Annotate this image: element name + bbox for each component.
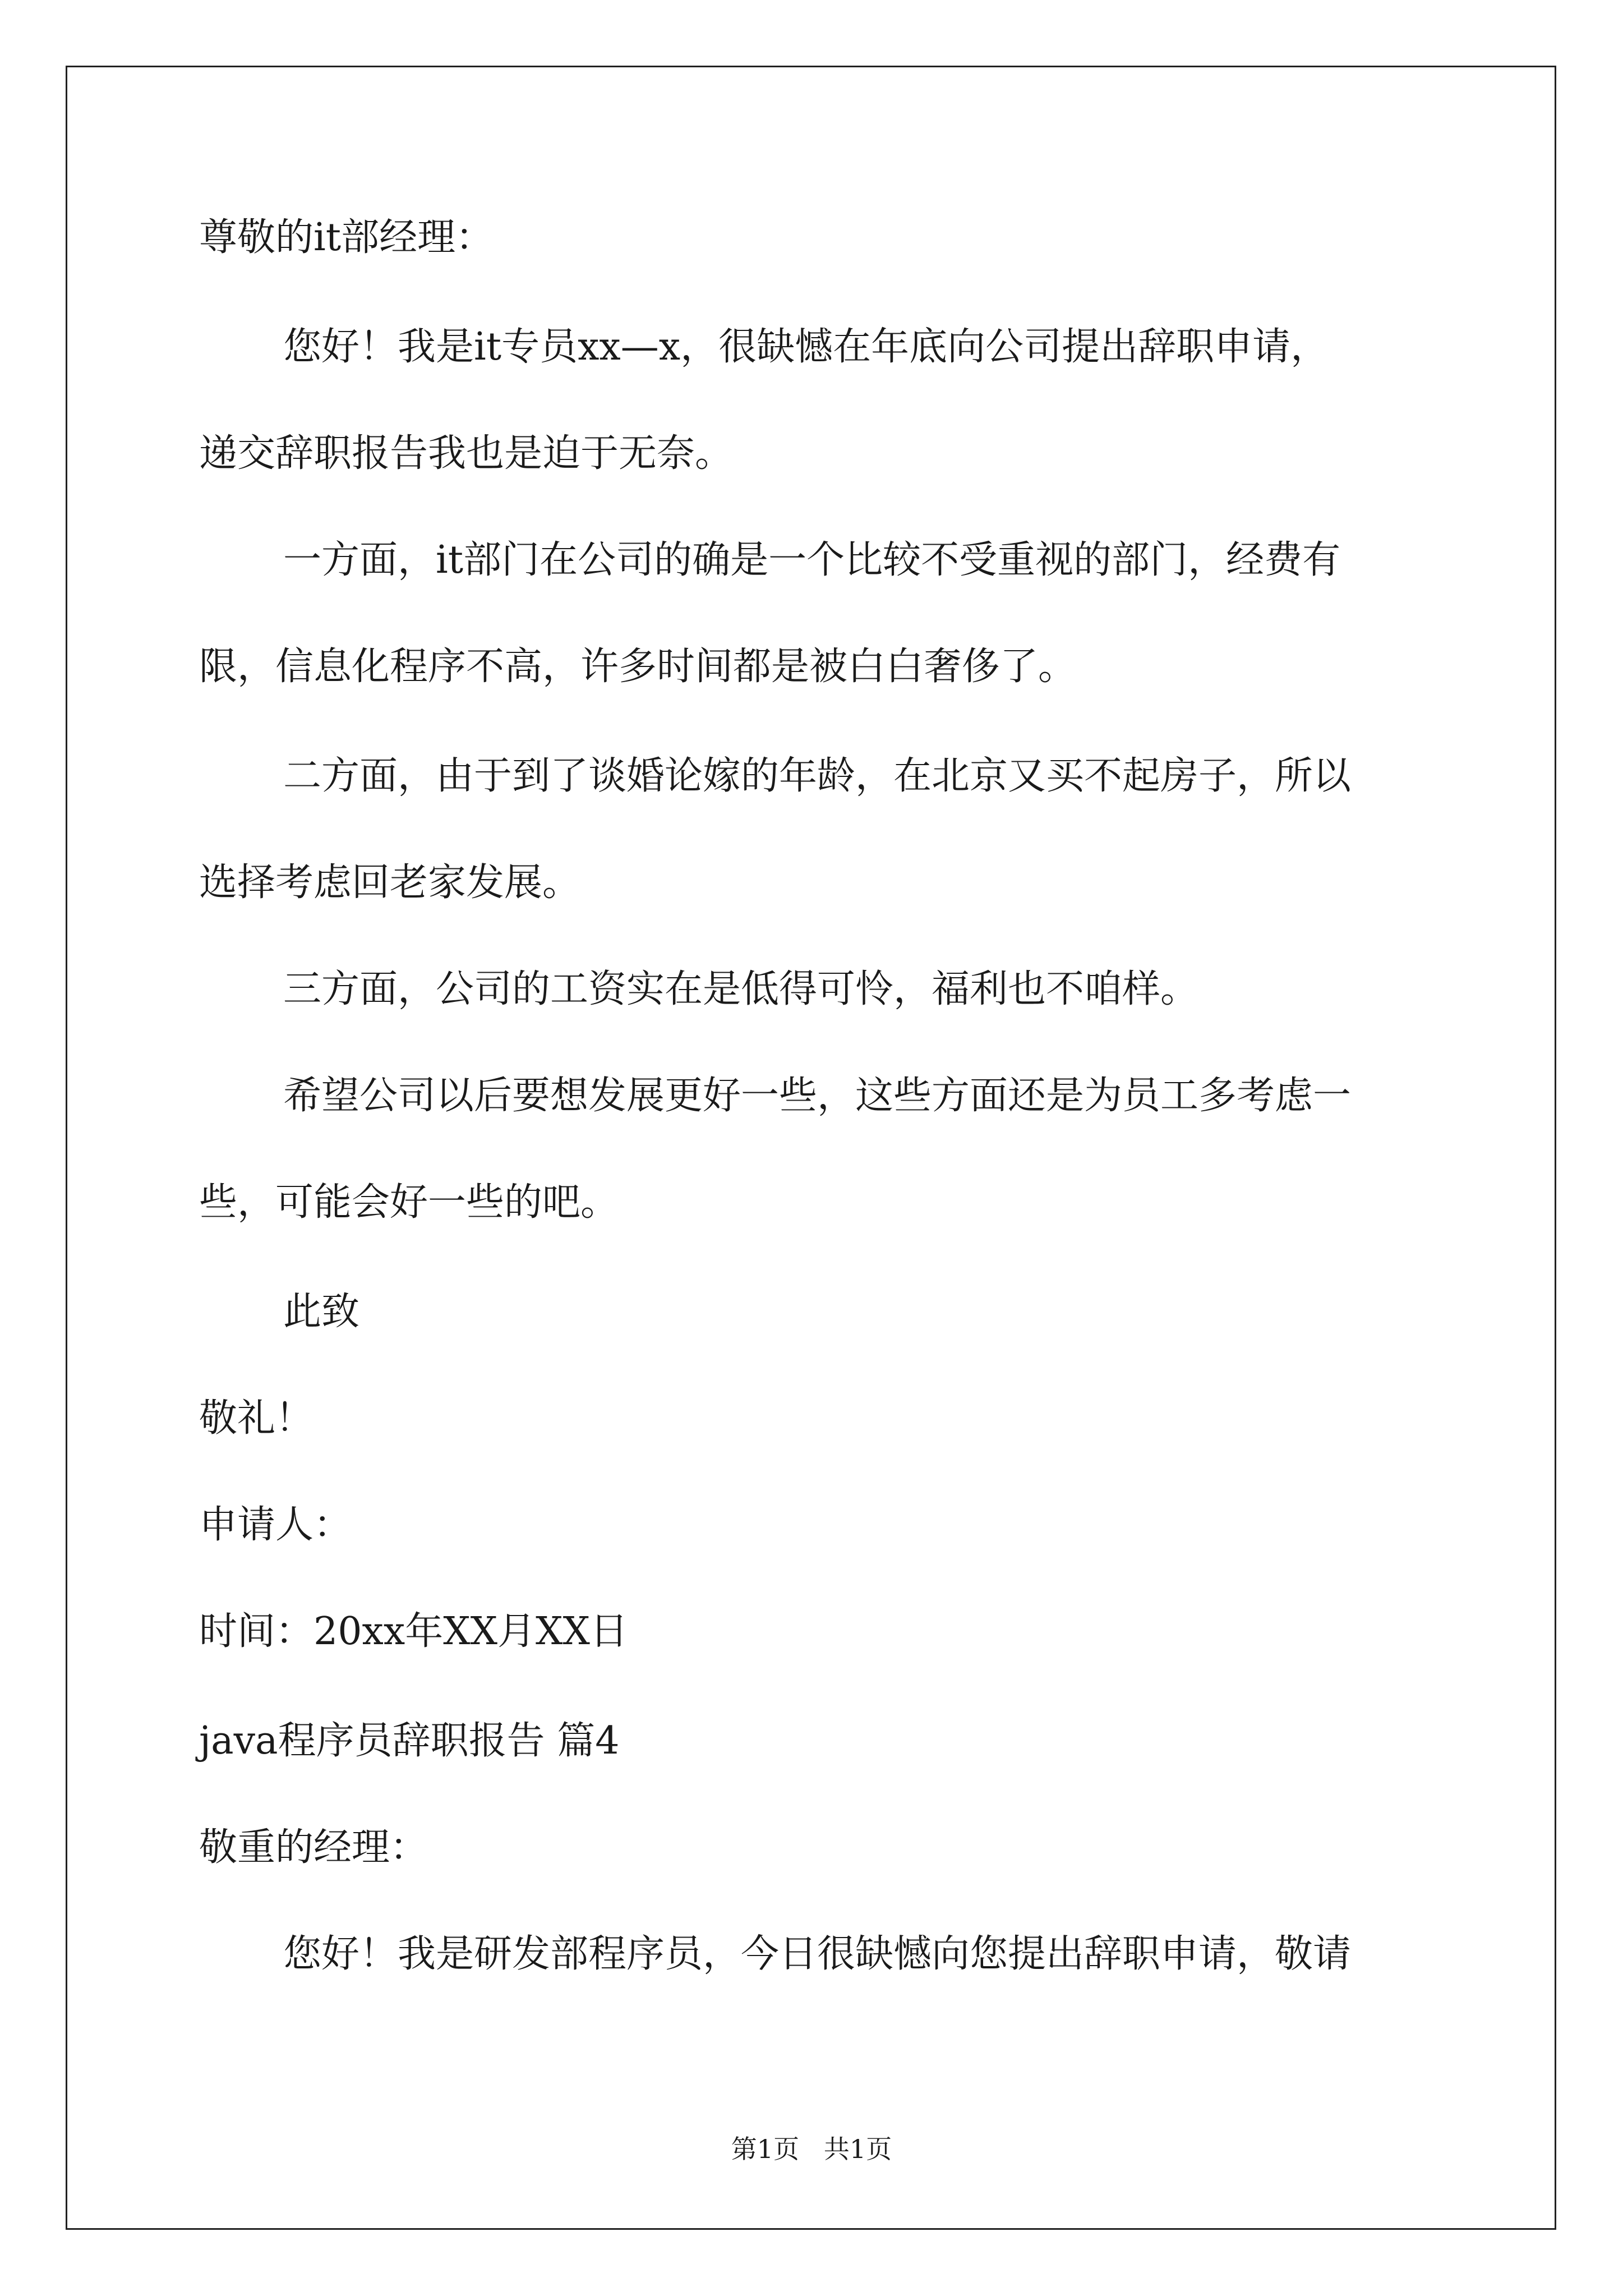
section-heading: java程序员辞职报告 篇4 [199,1719,620,1763]
paragraph-line: 一方面，it部门在公司的确是一个比较不受重视的部门，经费有 [283,538,1341,582]
page-border [66,66,1556,2230]
closing-line: 此致 [283,1290,360,1334]
paragraph-line: 您好！我是研发部程序员，今日很缺憾向您提出辞职申请，敬请 [283,1932,1352,1976]
paragraph-line: 限，信息化程序不高，许多时间都是被白白奢侈了。 [199,645,1077,689]
paragraph-line: 希望公司以后要想发展更好一些，这些方面还是为员工多考虑一 [283,1074,1352,1118]
closing-line: 敬礼！ [199,1396,314,1441]
salutation-line: 敬重的经理： [199,1825,428,1870]
page-footer: 第1页 共1页 [731,2134,892,2164]
applicant-line: 申请人： [199,1503,352,1547]
paragraph-line: 二方面，由于到了谈婚论嫁的年龄，在北京又买不起房子，所以 [283,754,1352,798]
date-line: 时间：20xx年XX月XX日 [199,1609,628,1654]
paragraph-line: 递交辞职报告我也是迫于无奈。 [199,431,734,476]
paragraph-line: 您好！我是it专员xx—x，很缺憾在年底向公司提出辞职申请， [283,325,1329,369]
salutation-line: 尊敬的it部经理： [199,215,494,260]
paragraph-line: 选择考虑回老家发展。 [199,861,581,905]
paragraph-line: 三方面，公司的工资实在是低得可怜，福利也不咱样。 [283,967,1199,1011]
paragraph-line: 些，可能会好一些的吧。 [199,1180,619,1225]
